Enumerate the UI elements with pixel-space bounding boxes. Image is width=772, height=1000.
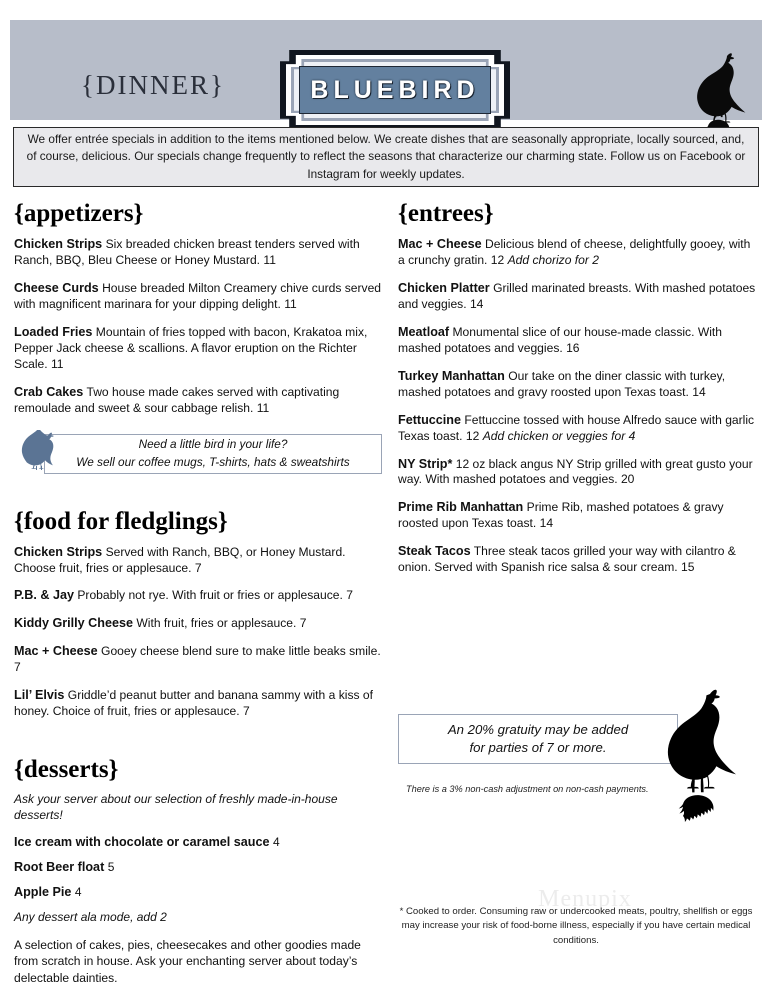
gratuity-box — [398, 714, 678, 764]
item-name: Chicken Strips — [14, 237, 103, 251]
specials-note-box — [13, 127, 759, 187]
item-name: Kiddy Grilly Cheese — [14, 616, 133, 631]
merch-line-2: We sell our coffee mugs, T-shirts, hats & sweatshirts — [76, 454, 350, 469]
item-name: Fettuccine — [398, 412, 461, 427]
section-entrees — [398, 200, 758, 576]
merch-line-1: Need a little bird in your life? — [138, 437, 288, 452]
item-name: Turkey Manhattan — [398, 368, 505, 383]
item-desc: Griddle’d peanut butter and banana sammy with a kiss of honey. Choice of fruit, fries or applesauce. 7 — [14, 688, 373, 719]
item-name: Meatloaf — [398, 324, 450, 339]
item-addon: Add chicken or veggies for 4 — [482, 428, 636, 443]
menu-item — [398, 412, 758, 445]
item-desc: Grilled marinated breasts. With mashed potatoes and veggies. 14 — [398, 280, 756, 311]
brand-name: BLUEBIRD — [310, 75, 480, 104]
item-desc: Two house made cakes served with captivating remoulade and sweet & sour cabbage relish. 11 — [14, 384, 340, 415]
section-heading-fledglings: {food for fledglings} — [14, 507, 228, 535]
menu-item — [398, 280, 758, 313]
page-title: {DINNER} — [81, 70, 225, 100]
item-addon: Add chorizo for 2 — [507, 252, 600, 267]
dessert-item — [14, 835, 386, 849]
section-appetizers — [14, 200, 386, 417]
item-desc: With fruit, fries or applesauce. 7 — [136, 616, 307, 631]
header-banner — [10, 20, 762, 120]
menu-item — [398, 236, 758, 269]
section-fledglings — [14, 508, 386, 721]
item-name: Steak Tacos — [398, 544, 471, 559]
gratuity-area — [398, 706, 760, 826]
item-desc: Delicious blend of cheese, delightfully gooey, with a crunchy gratin. 12 — [398, 237, 751, 267]
brand-logo-plaque — [280, 50, 510, 130]
item-name: Crab Cakes — [14, 384, 84, 399]
singing-bird-icon — [670, 48, 760, 138]
ala-mode-note: Any dessert ala mode, add 2 — [14, 910, 167, 925]
menu-item — [398, 543, 758, 576]
menu-item — [14, 687, 386, 720]
item-name: Ice cream with chocolate or caramel sauce — [14, 835, 270, 850]
item-desc: Three steak tacos grilled your way with cilantro & onion. Served with Spanish rice salsa & sour cream. 15 — [398, 544, 736, 575]
item-desc: Prime Rib, mashed potatoes & gravy roosted upon Texas toast. 14 — [398, 500, 724, 531]
item-name: Apple Pie — [14, 885, 72, 900]
menu-item — [14, 384, 386, 417]
section-heading-entrees: {entrees} — [398, 200, 494, 227]
blue-bird-icon — [16, 430, 70, 470]
gratuity-text — [448, 721, 628, 757]
item-price: 4 — [74, 885, 82, 900]
menu-item — [14, 236, 386, 269]
menu-item — [14, 587, 386, 604]
item-desc: Served with Ranch, BBQ, or Honey Mustard. Choose fruit, fries or applesauce. 7 — [14, 544, 346, 575]
menu-item — [398, 368, 758, 401]
item-name: Loaded Fries — [14, 324, 93, 339]
item-desc: Six breaded chicken breast tenders served with Ranch, BBQ, Bleu Cheese or Honey Mustard. 11 — [14, 237, 360, 267]
item-price: 5 — [107, 860, 115, 875]
item-name: Lil’ Elvis — [14, 688, 65, 703]
gratuity-line-2: for parties of 7 or more. — [469, 740, 607, 755]
item-desc: 12 oz black angus NY Strip grilled with great gusto your way. With mashed potatoes and veggies. 20 — [398, 456, 753, 487]
merch-text — [76, 436, 349, 470]
gratuity-line-1: An 20% gratuity may be added — [447, 722, 629, 738]
singing-bird-icon — [638, 680, 763, 850]
non-cash-note: There is a 3% non-cash adjustment on non-cash payments. — [406, 784, 649, 794]
item-price: 4 — [273, 835, 280, 850]
section-heading-appetizers: {appetizers} — [14, 200, 144, 227]
footnote-disclaimer: * Cooked to order. Consuming raw or undercooked meats, poultry, shellfish or eggs may increase your risk of food-borne illness, especially if you have certain medical conditions. — [399, 906, 753, 946]
item-name: Chicken Platter — [398, 280, 490, 295]
item-name: Root Beer float — [14, 860, 105, 875]
menu-item — [14, 324, 386, 373]
menu-item — [398, 456, 758, 489]
specials-text: We offer entrée specials in addition to the items mentioned below. We create dishes that are seasonally appropriate, locally sourced, and, of course, delicious. Our specials change frequently to reflect the seasons that characterize our charming state. Follow us on Facebook or Instagram for weekly updates. — [26, 132, 746, 181]
item-desc: Fettuccine tossed with house Alfredo sauce with garlic Texas toast. 12 — [398, 412, 755, 443]
item-name: Chicken Strips — [14, 544, 103, 559]
desserts-intro: Ask your server about our selection of freshly made-in-house desserts! — [14, 792, 338, 823]
desserts-closing: A selection of cakes, pies, cheesecakes and other goodies made from scratch in house. Ask your enchanting server about today’s delectable dainties. — [14, 938, 361, 985]
menu-item — [14, 643, 386, 676]
dessert-item — [14, 860, 386, 874]
menu-item — [14, 615, 386, 632]
item-name: Cheese Curds — [14, 280, 99, 295]
item-name: NY Strip* — [398, 456, 453, 471]
menu-item — [398, 499, 758, 532]
item-desc: Mountain of fries topped with bacon, Krakatoa mix, Pepper Jack cheese & scallions. A flavor eruption on the Richter Scale. 11 — [14, 324, 368, 371]
item-name: Mac + Cheese — [14, 644, 98, 659]
item-desc: House breaded Milton Creamery chive curds served with magnificent marinara for your dipping delight. 11 — [14, 280, 382, 311]
item-name: Prime Rib Manhattan — [398, 500, 524, 515]
merch-box — [44, 434, 382, 474]
menu-item — [398, 324, 758, 357]
left-column — [14, 200, 386, 986]
section-heading-desserts: {desserts} — [14, 756, 119, 784]
item-name: P.B. & Jay — [14, 588, 74, 603]
menu-item — [14, 280, 386, 313]
right-column — [398, 200, 758, 587]
plaque-inner-panel — [299, 66, 491, 114]
watermark: Menupix — [538, 886, 632, 912]
menu-item — [14, 544, 386, 577]
section-desserts — [14, 756, 386, 986]
item-desc: Probably not rye. With fruit or fries or applesauce. 7 — [77, 588, 353, 603]
item-desc: Gooey cheese blend sure to make little beaks smile. 7 — [14, 644, 381, 675]
item-desc: Monumental slice of our house-made classic. With mashed potatoes and veggies. 16 — [398, 324, 723, 355]
dessert-item — [14, 885, 386, 899]
merch-callout — [14, 430, 386, 478]
item-desc: Our take on the diner classic with turkey, mashed potatoes and gravy roosted upon Texas toast. 14 — [398, 368, 726, 399]
item-name: Mac + Cheese — [398, 237, 482, 251]
